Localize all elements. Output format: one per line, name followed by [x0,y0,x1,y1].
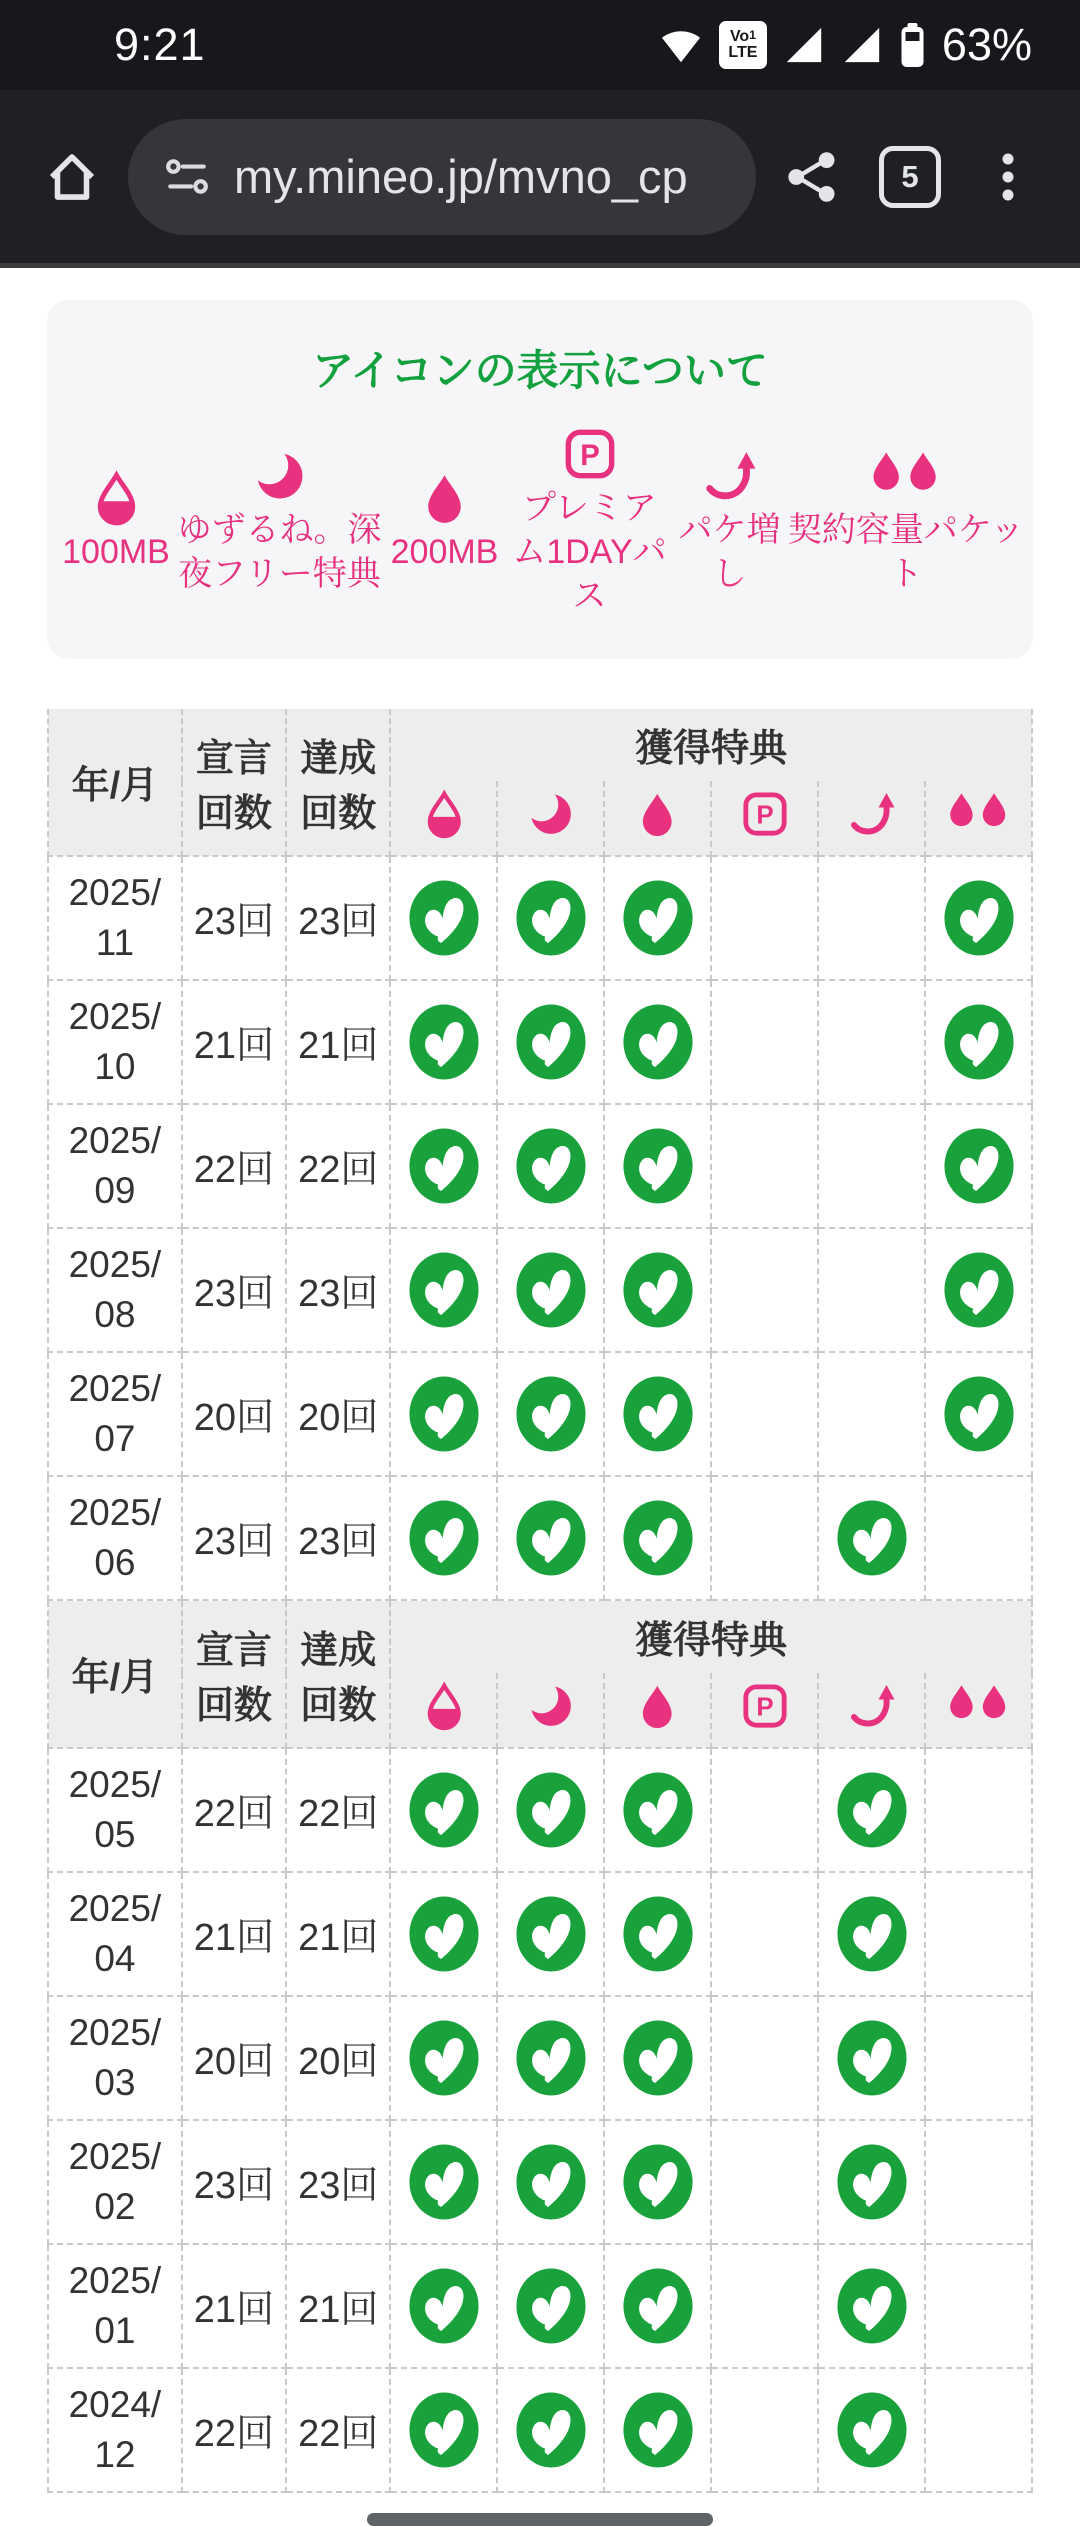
drop-200mb-icon [640,791,675,837]
legend-item-drop-200mb [382,472,507,574]
reward-cell-moon [497,1228,604,1352]
reward-cell-drop-100mb [390,2244,497,2368]
reward-cell-packet-boost [818,1872,925,1996]
month-cell: 2025/08 [48,1228,182,1352]
status-time: 9:21 [114,19,206,70]
reward-cell-drop-200mb [604,2368,711,2492]
contract-packet-icon [871,450,940,502]
record-row [48,2368,1032,2492]
achieved-count-cell: 20回 [286,1352,390,1476]
achieved-count-cell: 23回 [286,2120,390,2244]
achieved-count-cell: 23回 [286,856,390,980]
reward-cell-packet-boost [818,1352,925,1476]
reward-column-moon [497,1673,604,1748]
declared-count-cell: 21回 [182,2244,286,2368]
mineo-leaf-achieved-icon [515,1499,587,1577]
mineo-leaf-achieved-icon [836,2019,908,2097]
browser-toolbar [0,90,1080,268]
column-header-achieved-count: 達成回数 [286,709,390,856]
reward-column-drop-200mb [604,1673,711,1748]
reward-cell-premium-pass [711,1872,818,1996]
reward-cell-drop-100mb [390,1872,497,1996]
reward-cell-premium-pass [711,2120,818,2244]
reward-cell-premium-pass [711,2244,818,2368]
moon-icon [528,1683,574,1729]
mineo-leaf-achieved-icon [622,1499,694,1577]
mineo-leaf-achieved-icon [836,2143,908,2221]
reward-column-moon [497,781,604,856]
premium-pass-icon [742,791,788,837]
reward-column-packet-boost [818,1673,925,1748]
legend-title: アイコンの表示について [312,347,768,394]
reward-cell-drop-200mb [604,2120,711,2244]
record-row [48,2244,1032,2368]
mineo-leaf-achieved-icon [408,2267,480,2345]
month-cell: 2024/12 [48,2368,182,2492]
reward-cell-packet-boost [818,2120,925,2244]
month-cell: 2025/02 [48,2120,182,2244]
legend-item-contract-packet [787,450,1025,596]
reward-cell-premium-pass [711,1476,818,1600]
reward-cell-moon [497,980,604,1104]
record-row [48,1352,1032,1476]
column-header-rewards: 獲得特典 [390,1601,1032,1673]
kebab-menu-icon [1000,148,1016,206]
tab-count-badge: 5 [879,146,941,208]
reward-cell-drop-200mb [604,2244,711,2368]
legend-item-label: 200MB [390,533,499,572]
packet-boost-icon [704,450,756,502]
reward-cell-drop-200mb [604,1104,711,1228]
month-cell: 2025/01 [48,2244,182,2368]
reward-cell-drop-100mb [390,2120,497,2244]
mineo-leaf-achieved-icon [836,1499,908,1577]
battery-percent: 63% [941,19,1032,70]
share-icon [785,150,839,204]
moon-icon [254,450,306,502]
reward-cell-moon [497,1748,604,1872]
mineo-leaf-achieved-icon [408,2391,480,2469]
mineo-leaf-achieved-icon [943,1251,1015,1329]
declared-count-cell: 23回 [182,856,286,980]
reward-cell-moon [497,2244,604,2368]
achieved-count-cell: 23回 [286,1476,390,1600]
achieved-count-cell: 23回 [286,1228,390,1352]
drop-200mb-icon [640,1683,675,1729]
mineo-leaf-achieved-icon [836,2391,908,2469]
reward-column-premium-pass [711,1673,818,1748]
reward-cell-contract-packet [925,1872,1032,1996]
reward-cell-drop-200mb [604,1476,711,1600]
achieved-count-cell: 22回 [286,1104,390,1228]
month-cell: 2025/06 [48,1476,182,1600]
reward-cell-drop-100mb [390,980,497,1104]
reward-cell-premium-pass [711,1996,818,2120]
reward-column-drop-100mb [390,1673,497,1748]
month-cell: 2025/07 [48,1352,182,1476]
mineo-leaf-achieved-icon [622,2019,694,2097]
reward-cell-drop-100mb [390,1996,497,2120]
reward-column-drop-100mb [390,781,497,856]
achieved-count-cell: 21回 [286,2244,390,2368]
contract-packet-icon [948,1683,1009,1729]
declared-count-cell: 22回 [182,1748,286,1872]
yuzurune-record-table [47,709,1033,1601]
achieved-count-cell: 20回 [286,1996,390,2120]
reward-cell-drop-100mb [390,856,497,980]
mineo-leaf-achieved-icon [515,2391,587,2469]
mineo-leaf-achieved-icon [408,2143,480,2221]
reward-cell-packet-boost [818,1748,925,1872]
declared-count-cell: 20回 [182,1352,286,1476]
reward-cell-premium-pass [711,2368,818,2492]
reward-cell-packet-boost [818,1476,925,1600]
declared-count-cell: 22回 [182,2368,286,2492]
mineo-leaf-achieved-icon [622,2143,694,2221]
tab-switcher-button[interactable] [868,119,952,235]
reward-cell-premium-pass [711,1104,818,1228]
site-settings-icon [164,154,210,200]
achieved-count-cell: 22回 [286,2368,390,2492]
reward-cell-packet-boost [818,1104,925,1228]
mineo-leaf-achieved-icon [408,879,480,957]
declared-count-cell: 23回 [182,1476,286,1600]
mineo-leaf-achieved-icon [836,1895,908,1973]
record-row [48,856,1032,980]
declared-count-cell: 23回 [182,1228,286,1352]
reward-cell-contract-packet [925,980,1032,1104]
volte-icon: Vo$^1$ LTE [719,21,767,69]
packet-boost-icon [849,1683,895,1729]
gesture-handle[interactable] [367,2513,713,2526]
reward-cell-packet-boost [818,2244,925,2368]
reward-cell-packet-boost [818,2368,925,2492]
record-row [48,1476,1032,1600]
mineo-leaf-achieved-icon [408,1499,480,1577]
reward-cell-moon [497,1476,604,1600]
mineo-leaf-achieved-icon [515,1771,587,1849]
contract-packet-icon [948,791,1009,837]
reward-cell-premium-pass [711,1228,818,1352]
menu-button[interactable] [966,119,1050,235]
reward-cell-drop-100mb [390,1104,497,1228]
url-bar[interactable] [128,119,756,235]
moon-icon [528,791,574,837]
reward-column-drop-200mb [604,781,711,856]
battery-icon [899,21,926,69]
drop-100mb-icon [97,472,136,524]
mineo-leaf-achieved-icon [515,1895,587,1973]
reward-cell-drop-200mb [604,1228,711,1352]
column-header-achieved-count: 達成回数 [286,1601,390,1748]
legend-item-label: パケ増し [678,511,781,594]
record-row [48,1104,1032,1228]
reward-cell-packet-boost [818,1996,925,2120]
reward-cell-drop-100mb [390,2368,497,2492]
achieved-count-cell: 22回 [286,1748,390,1872]
mineo-leaf-achieved-icon [408,2019,480,2097]
wifi-icon [659,26,703,64]
mineo-leaf-achieved-icon [622,1375,694,1453]
record-row [48,1996,1032,2120]
share-button[interactable] [770,119,854,235]
reward-cell-contract-packet [925,1996,1032,2120]
mineo-leaf-achieved-icon [622,1895,694,1973]
packet-boost-icon [849,791,895,837]
declared-count-cell: 21回 [182,980,286,1104]
mineo-leaf-achieved-icon [622,2267,694,2345]
reward-cell-contract-packet [925,856,1032,980]
reward-cell-contract-packet [925,1476,1032,1600]
reward-cell-contract-packet [925,2368,1032,2492]
reward-cell-drop-100mb [390,1476,497,1600]
column-header-declared-count: 宣言回数 [182,1601,286,1748]
reward-cell-drop-200mb [604,1996,711,2120]
reward-cell-premium-pass [711,980,818,1104]
mineo-leaf-achieved-icon [515,1251,587,1329]
mineo-leaf-achieved-icon [622,1771,694,1849]
home-button[interactable] [30,119,114,235]
status-bar [0,0,1080,90]
mineo-leaf-achieved-icon [622,1127,694,1205]
legend-item-label: 100MB [62,533,170,572]
record-row [48,980,1032,1104]
yuzurune-record-tables [47,709,1033,2493]
mineo-leaf-achieved-icon [943,1127,1015,1205]
svg-text:P: P [756,1693,774,1722]
month-cell: 2025/05 [48,1748,182,1872]
reward-cell-packet-boost [818,980,925,1104]
reward-cell-moon [497,1996,604,2120]
web-page-content [0,268,1080,2526]
month-cell: 2025/04 [48,1872,182,1996]
drop-200mb-icon [425,472,464,524]
reward-cell-drop-200mb [604,1352,711,1476]
premium-pass-icon [742,1683,788,1729]
legend-item-label: ゆずるね。深夜フリー特典 [177,511,382,594]
record-row [48,1748,1032,1872]
reward-cell-moon [497,856,604,980]
column-header-month: 年/月 [48,1601,182,1748]
record-row [48,1872,1032,1996]
reward-cell-premium-pass [711,1748,818,1872]
reward-cell-contract-packet [925,1104,1032,1228]
reward-cell-contract-packet [925,1352,1032,1476]
reward-cell-moon [497,1104,604,1228]
reward-cell-moon [497,2120,604,2244]
mineo-leaf-achieved-icon [836,1771,908,1849]
reward-cell-drop-100mb [390,1352,497,1476]
mineo-leaf-achieved-icon [622,2391,694,2469]
declared-count-cell: 20回 [182,1996,286,2120]
svg-text:P: P [756,801,774,830]
mineo-leaf-achieved-icon [408,1895,480,1973]
mineo-leaf-achieved-icon [515,2143,587,2221]
reward-column-premium-pass [711,781,818,856]
drop-100mb-icon [427,1683,462,1729]
reward-column-contract-packet [925,1673,1032,1748]
reward-cell-contract-packet [925,2244,1032,2368]
home-icon [43,148,101,206]
legend-items [55,428,1025,619]
month-cell: 2025/10 [48,980,182,1104]
signal-icon-sim1 [783,24,825,66]
mineo-leaf-achieved-icon [515,1127,587,1205]
reward-cell-moon [497,1352,604,1476]
mineo-leaf-achieved-icon [515,1003,587,1081]
month-cell: 2025/03 [48,1996,182,2120]
column-header-rewards: 獲得特典 [390,709,1032,781]
reward-cell-premium-pass [711,856,818,980]
reward-cell-packet-boost [818,856,925,980]
drop-100mb-icon [427,791,462,837]
mineo-leaf-achieved-icon [515,2019,587,2097]
record-row [48,2120,1032,2244]
legend-item-packet-boost [672,450,787,596]
mineo-leaf-achieved-icon [408,1251,480,1329]
reward-cell-drop-200mb [604,980,711,1104]
month-cell: 2025/11 [48,856,182,980]
mineo-leaf-achieved-icon [408,1127,480,1205]
mineo-leaf-achieved-icon [943,1003,1015,1081]
declared-count-cell: 21回 [182,1872,286,1996]
reward-cell-moon [497,2368,604,2492]
mineo-leaf-achieved-icon [622,1251,694,1329]
mineo-leaf-achieved-icon [622,1003,694,1081]
declared-count-cell: 22回 [182,1104,286,1228]
legend-item-premium-pass [507,428,672,619]
record-row [48,1228,1032,1352]
reward-cell-drop-200mb [604,856,711,980]
achieved-count-cell: 21回 [286,1872,390,1996]
mineo-leaf-achieved-icon [408,1375,480,1453]
svg-text:P: P [579,439,600,472]
mineo-leaf-achieved-icon [836,2267,908,2345]
legend-item-label: 契約容量パケット [787,511,1025,594]
reward-column-contract-packet [925,781,1032,856]
url-text: my.mineo.jp/mvno_cp [234,150,688,203]
reward-cell-drop-100mb [390,1228,497,1352]
reward-cell-drop-200mb [604,1748,711,1872]
legend-card [47,300,1033,659]
legend-item-label: プレミアム1DAYパス [512,489,667,616]
reward-cell-moon [497,1872,604,1996]
mineo-leaf-achieved-icon [408,1003,480,1081]
reward-cell-contract-packet [925,1228,1032,1352]
reward-cell-contract-packet [925,1748,1032,1872]
signal-icon-sim2 [841,24,883,66]
column-header-declared-count: 宣言回数 [182,709,286,856]
status-icons [659,19,1032,71]
month-cell: 2025/09 [48,1104,182,1228]
legend-item-moon [177,450,382,596]
reward-cell-drop-100mb [390,1748,497,1872]
mineo-leaf-achieved-icon [943,879,1015,957]
reward-cell-premium-pass [711,1352,818,1476]
mineo-leaf-achieved-icon [622,879,694,957]
reward-cell-packet-boost [818,1228,925,1352]
mineo-leaf-achieved-icon [515,2267,587,2345]
legend-item-drop-100mb [55,472,177,574]
reward-column-packet-boost [818,781,925,856]
reward-cell-contract-packet [925,2120,1032,2244]
mineo-leaf-achieved-icon [515,1375,587,1453]
mineo-leaf-achieved-icon [943,1375,1015,1453]
column-header-month: 年/月 [48,709,182,856]
premium-pass-icon [564,428,616,480]
declared-count-cell: 23回 [182,2120,286,2244]
achieved-count-cell: 21回 [286,980,390,1104]
mineo-leaf-achieved-icon [515,879,587,957]
mineo-leaf-achieved-icon [408,1771,480,1849]
reward-cell-drop-200mb [604,1872,711,1996]
yuzurune-record-table [47,1601,1033,2493]
